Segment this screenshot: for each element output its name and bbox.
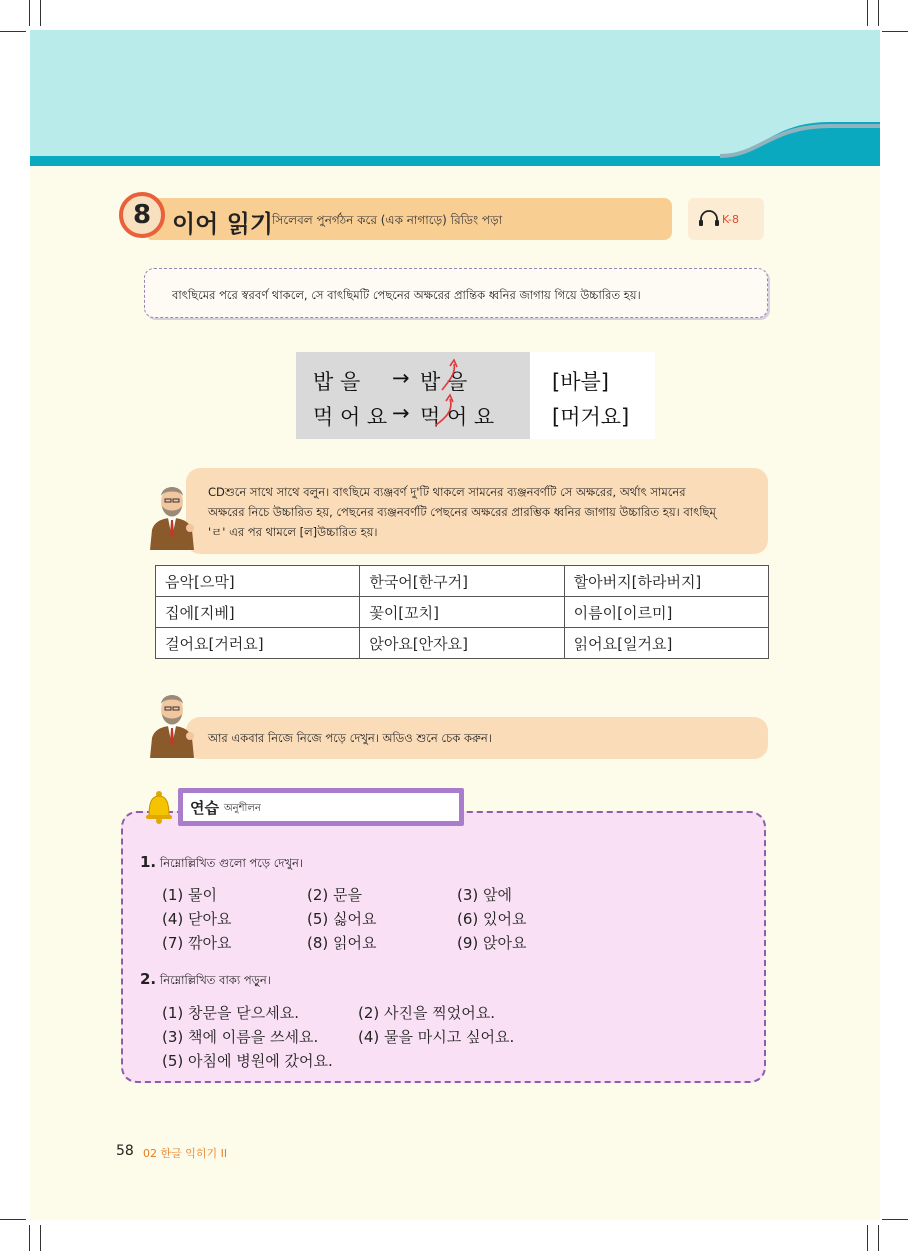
table-cell: 걸어요[거러요] xyxy=(156,628,360,659)
practice-item: (1) 창문을 닫으세요. xyxy=(162,1004,299,1022)
crop-mark xyxy=(0,31,26,32)
practice-item: (2) 문을 xyxy=(307,886,362,904)
bell-icon xyxy=(143,790,175,824)
table-row xyxy=(156,566,769,597)
teacher-icon xyxy=(144,478,200,550)
teacher-icon xyxy=(144,686,200,758)
example-source: 먹 어 요 xyxy=(313,405,388,429)
table-cell: 앉아요[안자요] xyxy=(360,628,564,659)
crop-mark xyxy=(40,1225,41,1251)
table-cell: 음악[으막] xyxy=(156,566,360,597)
instruction-line: CDশুনে সাথে সাথে বলুন। বাৎছিমে ব্যঞ্জবর্ণ দু'টি থাকলে সামনের ব্যঞ্জনবর্ণটি সে অক্ষরের, অর্থাৎ সামনের xyxy=(208,485,686,499)
table-cell: 꽃이[꼬치] xyxy=(360,597,564,628)
section-number: 8 xyxy=(119,192,165,238)
table-row xyxy=(156,597,769,628)
example-pronunciation: [바블] xyxy=(552,370,609,394)
crop-mark xyxy=(867,1225,868,1251)
question-text: নিম্নোল্লিখিত গুলো পড়ে দেখুন। xyxy=(160,856,303,870)
practice-item: (4) 물을 마시고 싶어요. xyxy=(358,1028,515,1046)
table-row xyxy=(156,628,769,659)
crop-mark xyxy=(29,0,30,26)
crop-mark xyxy=(0,1219,26,1220)
practice-item: (7) 깎아요 xyxy=(162,934,232,952)
table-cell: 할아버지[하라버지] xyxy=(564,566,768,597)
page-number: 58 xyxy=(116,1143,134,1159)
instruction-line: 'ㄹ' এর পর থামলে [ল]উচ্চারিত হয়। xyxy=(208,525,378,539)
example-pronunciation: [머거요] xyxy=(552,405,630,429)
example-arrow: → xyxy=(392,401,410,425)
practice-item: (3) 책에 이름을 쓰세요. xyxy=(162,1028,319,1046)
table-cell: 한국어[한구거] xyxy=(360,566,564,597)
practice-item: (5) 싫어요 xyxy=(307,910,377,928)
example-result: 밥 을 xyxy=(420,370,468,394)
instruction-line: আর একবার নিজে নিজে পড়ে দেখুন। অডিও শুনে চেক করুন। xyxy=(208,731,492,745)
practice-item: (5) 아침에 병원에 갔어요. xyxy=(162,1052,333,1070)
practice-item: (6) 있어요 xyxy=(457,910,527,928)
question-number: 1. xyxy=(140,853,157,871)
practice-title: 연습 xyxy=(190,799,219,817)
crop-mark xyxy=(882,1219,908,1220)
example-source: 밥 을 xyxy=(313,370,361,394)
rule-text: বাৎছিমের পরে স্বরবর্ণ থাকলে, সে বাৎছিমটি পেছনের অক্ষরের প্রান্তিক ধ্বনির জাগায় গিয়ে উচ্চারিত হয়। xyxy=(172,288,641,302)
table-cell: 읽어요[일거요] xyxy=(564,628,768,659)
liaison-arrow-icon xyxy=(432,393,462,431)
crop-mark xyxy=(878,1225,879,1251)
liaison-arrow-icon xyxy=(438,358,468,396)
section-title: 이어 읽기 xyxy=(172,210,274,238)
instruction-line: অক্ষরের নিচে উচ্চারিত হয়, পেছনের ব্যঞ্জনবর্ণটি পেছনের অক্ষরের প্রারম্ভিক ধ্বনির জাগায় উচ্চারিত হয়। বাৎছিম্ xyxy=(208,505,716,519)
headphones-icon xyxy=(698,209,720,227)
header-band xyxy=(30,30,880,166)
question-number: 2. xyxy=(140,970,157,988)
example-arrow: → xyxy=(392,366,410,390)
table-cell: 이름이[이르미] xyxy=(564,597,768,628)
section-subtitle: সিলেবল পুনর্গঠন করে (এক নাগাড়ে) রিডিং পড়া xyxy=(272,213,503,227)
audio-track-label: K-8 xyxy=(722,213,740,226)
table-cell: 집에[지베] xyxy=(156,597,360,628)
question-text: নিম্নোল্লিখিত বাক্য পড়ুন। xyxy=(160,973,271,987)
example-result: 먹 어 요 xyxy=(420,405,495,429)
word-table xyxy=(155,565,769,659)
practice-item: (4) 닫아요 xyxy=(162,910,232,928)
practice-item: (9) 앉아요 xyxy=(457,934,527,952)
crop-mark xyxy=(878,0,879,26)
practice-item: (3) 앞에 xyxy=(457,886,512,904)
crop-mark xyxy=(40,0,41,26)
practice-item: (2) 사진을 찍었어요. xyxy=(358,1004,495,1022)
practice-tab xyxy=(178,788,464,826)
crop-mark xyxy=(29,1225,30,1251)
crop-mark xyxy=(882,31,908,32)
practice-item: (1) 물이 xyxy=(162,886,217,904)
practice-item: (8) 읽어요 xyxy=(307,934,377,952)
practice-subtitle: অনুশীলন xyxy=(224,803,261,814)
crop-mark xyxy=(867,0,868,26)
chapter-title: 02 한글 익히기 II xyxy=(143,1147,228,1160)
